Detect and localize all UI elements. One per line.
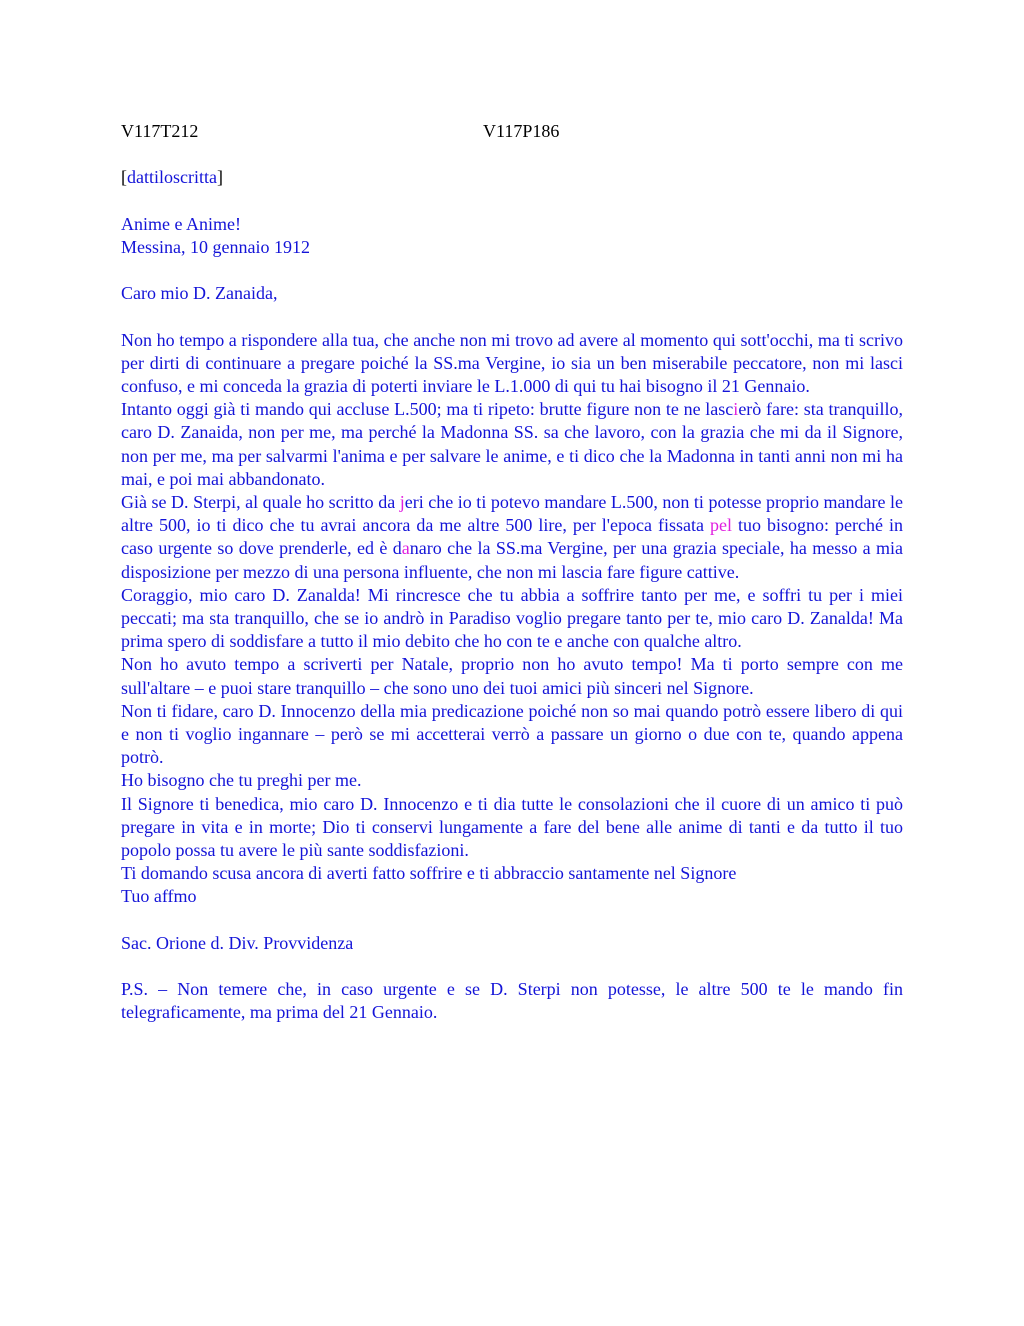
letter-title: Anime e Anime!	[121, 213, 241, 234]
place-date: Messina, 10 gennaio 1912	[121, 236, 310, 257]
paragraph-8: Il Signore ti benedica, mio caro D. Innocenzo e ti dia tutte le consolazioni che il cuore di un amico ti può pregare in vita e in morte; Dio ti conservi lungamente a fare del bene alle anime di tanti e da tutto il tuo popolo possa tu avere le più sante soddisfazioni.	[121, 793, 903, 861]
paragraph-3	[121, 491, 903, 584]
salutation: Caro mio D. Zanaida,	[121, 283, 278, 304]
paragraph-3-correction-1: j	[399, 491, 405, 512]
paragraph-2-text-a: Intanto oggi già ti mando qui accluse L.500; ma ti ripeto: brutte figure non te ne lasc	[121, 399, 734, 420]
paragraph-3-text-b: eri che io ti potevo mandare L.500, non ti potesse proprio mandare le altre 500, io ti dico che tu avrai ancora da me altre 500 lire, per l'epoca fissata	[121, 491, 903, 536]
paragraph-3-text-d: naro che la SS.ma Vergine, per una grazia speciale, ha messo a mia disposizione per mezzo di una persona influente, che non mi lascia fare figure cattive.	[121, 538, 903, 582]
source-note-close-bracket: ]	[216, 167, 223, 188]
source-note-text: dattiloscritta	[127, 167, 217, 188]
paragraph-6: Non ti fidare, caro D. Innocenzo della mia predicazione poiché non so mai quando potrò essere libero di qui e non ti voglio ingannare – però se mi accetterai verrò a passare un giorno o due con te, quando appena potrò.	[121, 700, 903, 768]
paragraph-3-text-a: Già se D. Sterpi, al quale ho scritto da	[121, 491, 400, 512]
source-note-open-bracket: [	[121, 167, 127, 188]
volume-code-left: V117T212	[121, 121, 199, 141]
source-note	[121, 166, 903, 189]
document-header	[121, 120, 903, 143]
paragraph-4: Coraggio, mio caro D. Zanalda! Mi rincresce che tu abbia a soffrire tanto per me, e soffri tu per i miei peccati; ma sta tranquillo, che se io andrò in Paradiso voglio pregare tanto per te, mio caro D. Zanalda! Ma prima spero di soddisfare a tutto il mio debito che ho con te e anche con qualche altro.	[121, 584, 903, 652]
volume-code-right: V117P186	[483, 121, 560, 141]
paragraph-3-correction-3: a	[401, 538, 410, 559]
paragraph-2-text-b: erò fare: sta tranquillo, caro D. Zanaida, non per me, ma perché la Madonna SS. sa che lavoro, con la grazia che mi da il Signore, non per me, ma per salvarmi l'anima e per salvare le anime, e ti dico che la Madonna in tanti anni non mi ha mai, e poi mai abbandonato.	[121, 399, 903, 489]
paragraph-3-correction-2: pel	[710, 515, 733, 536]
signature: Sac. Orione d. Div. Provvidenza	[121, 932, 354, 953]
paragraph-2-correction: i	[733, 399, 739, 420]
paragraph-1: Non ho tempo a rispondere alla tua, che anche non mi trovo ad avere al momento qui sott'occhi, ma ti scrivo per dirti di continuare a pregare poiché la SS.ma Vergine, io sia un ben miserabile peccatore, non mi lasci confuso, e mi conceda la grazia di poterti inviare le L.1.000 di qui tu hai bisogno il 21 Gennaio.	[121, 329, 903, 396]
letter-page	[121, 120, 903, 1025]
paragraph-7: Ho bisogno che tu preghi per me.	[121, 770, 362, 791]
paragraph-2	[121, 398, 903, 491]
paragraph-9: Ti domando scusa ancora di averti fatto soffrire e ti abbraccio santamente nel Signore	[121, 863, 737, 884]
closing: Tuo affmo	[121, 886, 197, 907]
paragraph-3-text-c: tuo bisogno: perché in caso urgente so dove prenderle, ed è d	[121, 515, 903, 559]
paragraph-5: Non ho avuto tempo a scriverti per Natale, proprio non ho avuto tempo! Ma ti porto sempre con me sull'altare – e puoi stare tranquillo – che sono uno dei tuoi amici più sinceri nel Signore.	[121, 654, 903, 698]
postscript: P.S. – Non temere che, in caso urgente e se D. Sterpi non potesse, le altre 500 te le mando fin telegraficamente, ma prima del 21 Gennaio.	[121, 979, 903, 1023]
